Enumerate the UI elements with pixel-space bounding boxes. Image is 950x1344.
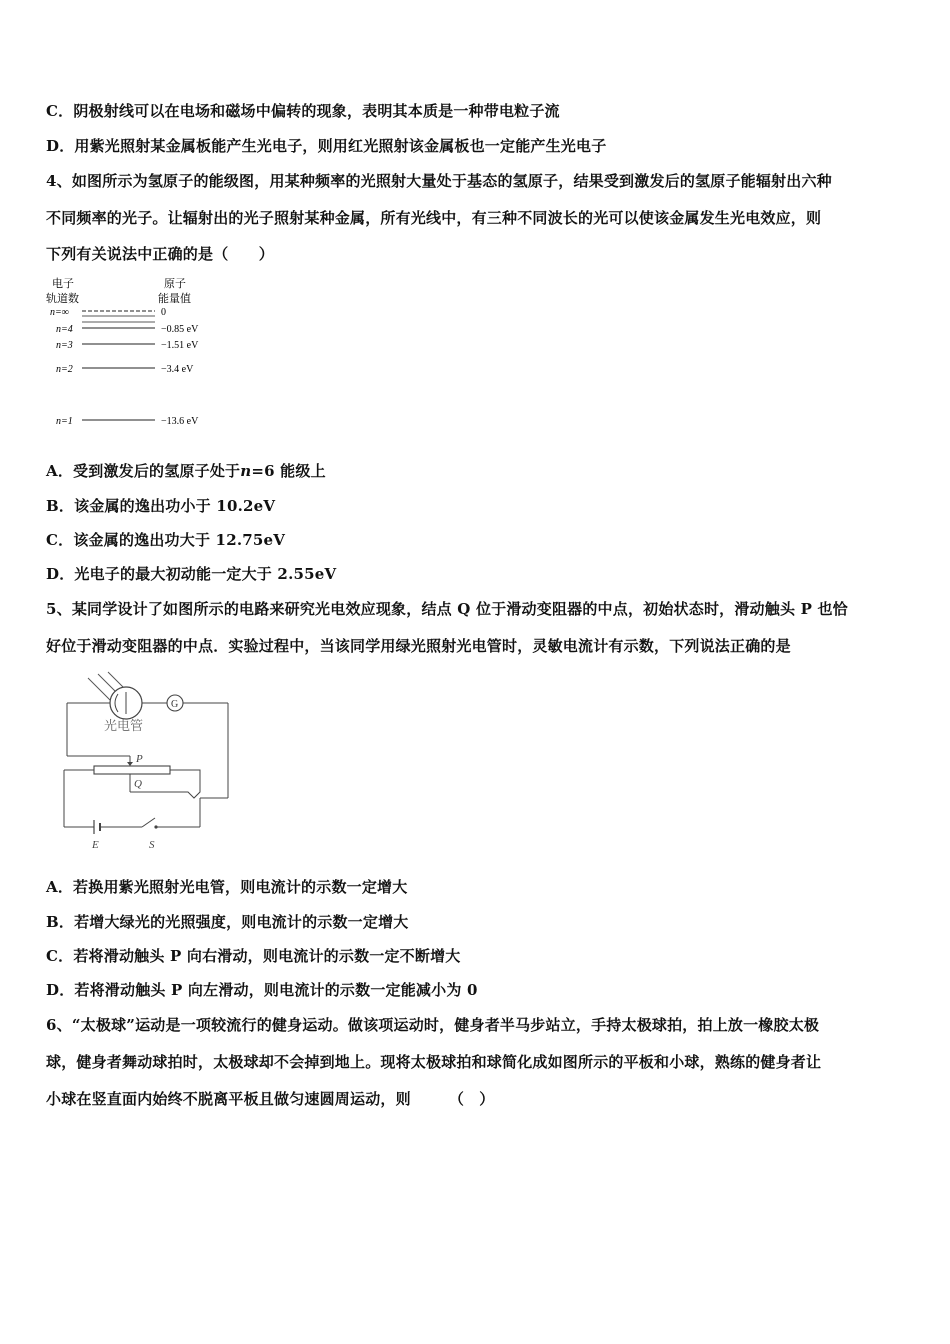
level-label-4: n=4 bbox=[56, 324, 73, 335]
level-label-inf: n=∞ bbox=[50, 307, 69, 318]
diagram-right-header-1: 原子 bbox=[164, 278, 186, 290]
energy-level-diagram bbox=[40, 272, 240, 437]
q6-stem-line2: 球，健身者舞动球拍时，太极球却不会掉到地上。现将太极球拍和球简化成如图所示的平板和小球，熟练的健身者让 bbox=[46, 1053, 822, 1071]
level-energy-3: −1.51 eV bbox=[161, 340, 199, 351]
level-energy-inf: 0 bbox=[161, 307, 166, 318]
level-energy-1: −13.6 eV bbox=[161, 416, 199, 427]
q4-option-a-suffix: =6 能级上 bbox=[251, 462, 326, 480]
q4-option-a-prefix: A．受到激发后的氢原子处于 bbox=[46, 462, 241, 480]
q4-option-c: C．该金属的逸出功大于 12.75eV bbox=[46, 531, 286, 549]
q6-stem-line1: 6、“太极球”运动是一项较流行的健身运动。做该项运动时，健身者半马步站立，手持太极球拍，拍上放一橡胶太极 bbox=[46, 1016, 820, 1034]
q5-option-b: B．若增大绿光的光照强度，则电流计的示数一定增大 bbox=[46, 913, 409, 931]
q4-option-a-var: n bbox=[240, 462, 252, 480]
photoelectric-circuit-diagram bbox=[60, 670, 240, 855]
q-label: Q bbox=[134, 778, 142, 790]
q4-option-b: B．该金属的逸出功小于 10.2eV bbox=[46, 497, 276, 515]
q4-option-d: D．光电子的最大初动能一定大于 2.55eV bbox=[46, 565, 337, 583]
e-label: E bbox=[92, 839, 99, 851]
q4-stem-line2: 不同频率的光子。让辐射出的光子照射某种金属，所有光线中，有三种不同波长的光可以使该金属发生光电效应，则 bbox=[46, 209, 822, 227]
galvanometer-label: G bbox=[171, 699, 179, 710]
rheostat bbox=[94, 766, 170, 774]
level-energy-2: −3.4 eV bbox=[161, 364, 194, 375]
q5-option-a: A．若换用紫光照射光电管，则电流计的示数一定增大 bbox=[46, 878, 408, 896]
light-ray-1 bbox=[88, 678, 110, 700]
diagram-left-header-2: 轨道数 bbox=[46, 293, 79, 305]
q3-option-d: D．用紫光照射某金属板能产生光电子，则用红光照射该金属板也一定能产生光电子 bbox=[46, 137, 607, 155]
q5-stem-line2: 好位于滑动变阻器的中点．实验过程中，当该同学用绿光照射光电管时，灵敏电流计有示数，下列说法正确的是 bbox=[46, 637, 791, 655]
q4-stem-line3: 下列有关说法中正确的是（ ） bbox=[46, 245, 275, 263]
q5-option-d: D．若将滑动触头 P 向左滑动，则电流计的示数一定能减小为 0 bbox=[46, 981, 478, 999]
level-label-3: n=3 bbox=[56, 340, 73, 351]
level-label-1: n=1 bbox=[56, 416, 73, 427]
q3-option-c: C．阴极射线可以在电场和磁场中偏转的现象，表明其本质是一种带电粒子流 bbox=[46, 102, 560, 120]
tube-label: 光电管 bbox=[104, 718, 144, 733]
slider-p-arrow bbox=[127, 762, 133, 766]
s-label: S bbox=[149, 839, 155, 851]
switch-blade bbox=[142, 818, 155, 827]
q5-stem-line1: 5、某同学设计了如图所示的电路来研究光电效应现象，结点 Q 位于滑动变阻器的中点，初始状态时，滑动触头 P 也恰 bbox=[46, 600, 848, 618]
level-energy-4: −0.85 eV bbox=[161, 324, 199, 335]
q6-stem-line3: 小球在竖直面内始终不脱离平板且做匀速圆周运动，则 （ ） bbox=[46, 1090, 495, 1108]
diagram-left-header-1: 电子 bbox=[52, 278, 74, 290]
p-label: P bbox=[136, 753, 143, 765]
diagram-right-header-2: 能量值 bbox=[158, 293, 191, 305]
q5-option-c: C．若将滑动触头 P 向右滑动，则电流计的示数一定不断增大 bbox=[46, 947, 461, 965]
level-label-2: n=2 bbox=[56, 364, 73, 375]
q4-stem-line1: 4、如图所示为氢原子的能级图，用某种频率的光照射大量处于基态的氢原子，结果受到激发后的氢原子能辐射出六种 bbox=[46, 172, 832, 190]
q4-option-a bbox=[46, 461, 326, 481]
